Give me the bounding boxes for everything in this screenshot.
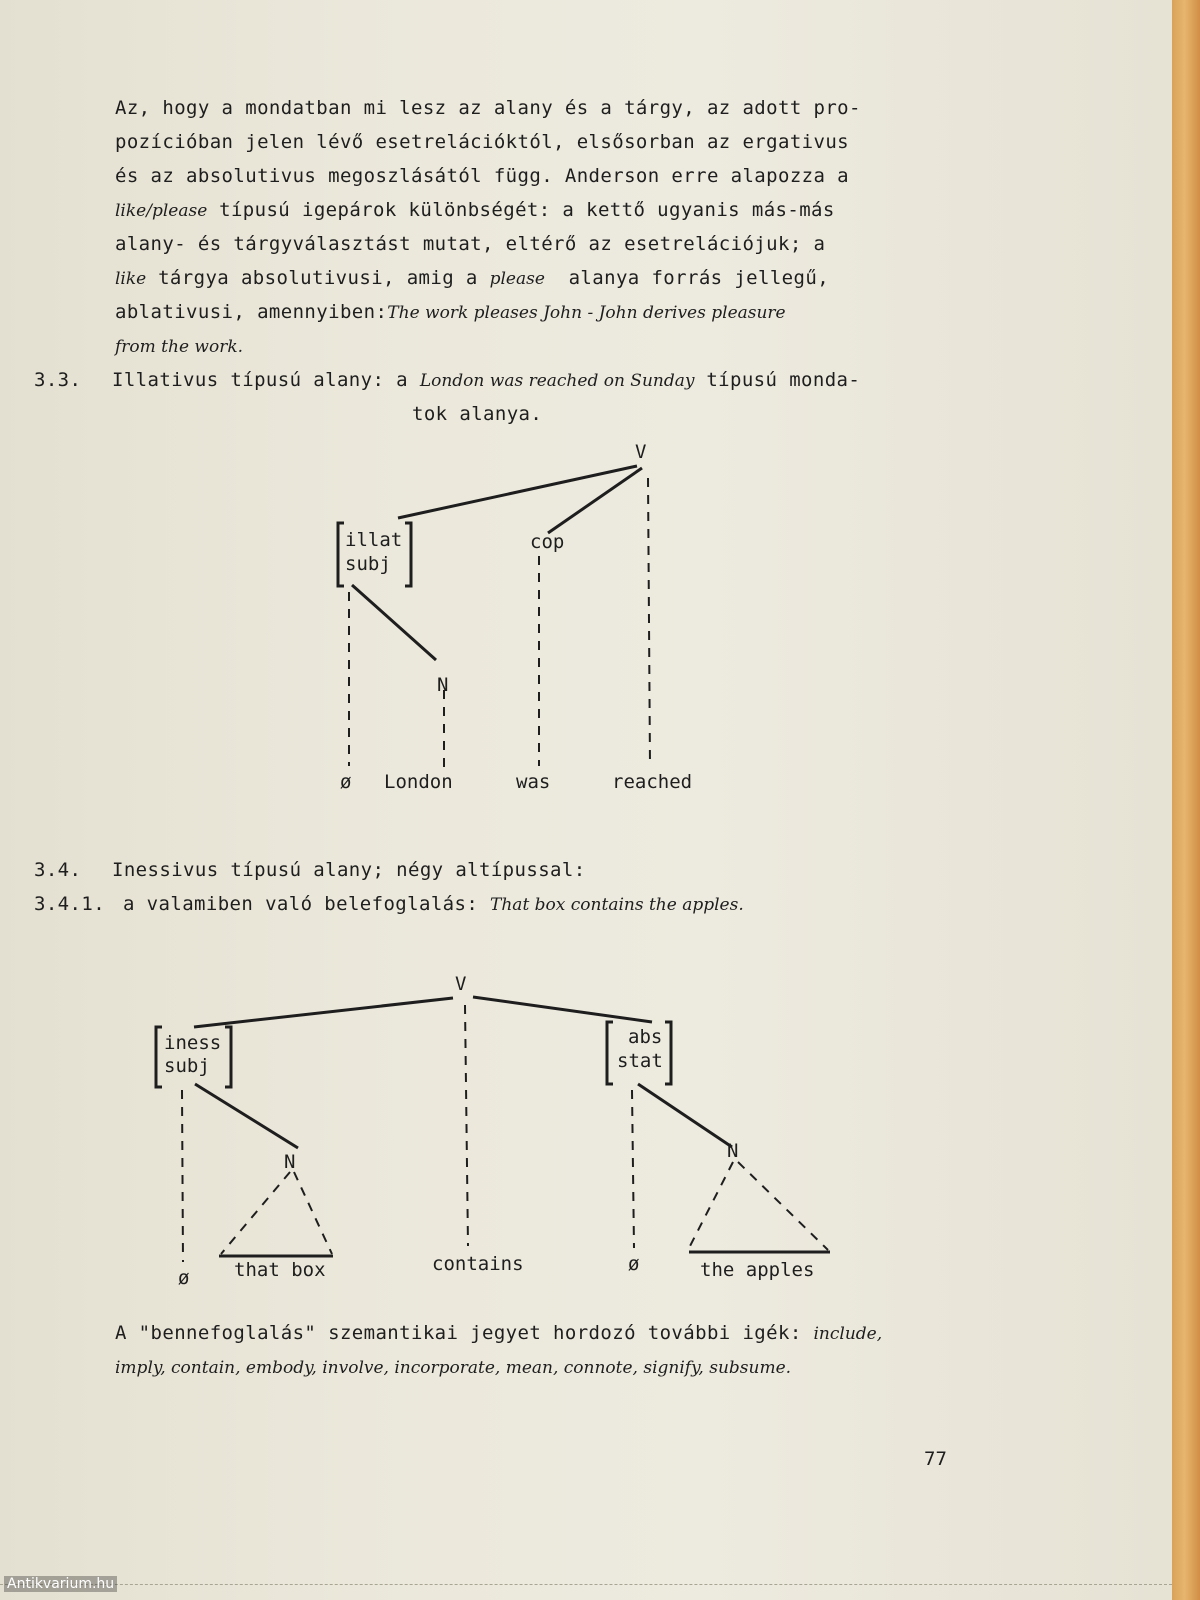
paragraph1-line1: Az, hogy a mondatban mi lesz az alany és a tárgy, az adott pro-	[115, 97, 861, 119]
term-like: like	[115, 269, 147, 289]
tree2-feature-iness: iness	[164, 1032, 222, 1054]
paragraph1-line5: alany- és tárgyválasztást mutat, eltérő az esetrelációjuk; a	[115, 233, 826, 255]
line6-rest: alanya forrás jellegű,	[544, 267, 830, 289]
tree1-leaf-reached: reached	[612, 771, 693, 793]
tree2-bracket-iness-right	[225, 1027, 231, 1087]
watermark: Antikvarium.hu	[4, 1576, 117, 1592]
line4-text: típusú igepárok különbségét: a kettő ugyanis más-más	[207, 199, 835, 221]
tree2-feature-stat: stat	[617, 1050, 663, 1072]
section-3-4-heading: Inessivus típusú alany; négy altípussal:	[112, 859, 586, 881]
tree2-n-left: N	[284, 1151, 296, 1173]
tree2-bracket-iness-left	[156, 1027, 162, 1087]
tree1-n: N	[437, 674, 449, 696]
tree2-leaf-zero-left: ø	[178, 1267, 190, 1289]
paragraph1-line2: pozícióban jelen lévő esetrelációktól, elsősorban az ergativus	[115, 131, 850, 153]
tree2-feature-subj: subj	[164, 1055, 210, 1077]
tree2-edge-v-abs	[473, 997, 652, 1022]
tree2-edge-abs-n	[638, 1084, 732, 1147]
tree2-n-right: N	[727, 1140, 739, 1162]
tree2-root: V	[455, 973, 467, 995]
paragraph2-text: A "bennefoglalás" szemantikai jegyet hordozó további igék:	[115, 1322, 814, 1344]
example-sentence: The work pleases John - John derives pleasure	[387, 303, 786, 323]
paragraph1-line3: és az absolutivus megoszlásától függ. Anderson erre alapozza a	[115, 165, 850, 187]
section-3-4-1-example: That box contains the apples.	[490, 895, 744, 915]
tree1-cop: cop	[530, 531, 565, 553]
paragraph2-line1	[115, 1322, 882, 1344]
term-please: please	[489, 269, 545, 289]
line6-text: tárgya absolutivusi, amig a	[146, 267, 490, 289]
verb-list: imply, contain, embody, involve, incorporate, mean, connote, signify, subsume.	[115, 1358, 792, 1378]
tree2-triangle-left-side1	[221, 1172, 290, 1254]
tree1-leaf-zero: ø	[340, 771, 352, 793]
page-number: 77	[924, 1448, 947, 1470]
example-sentence-end: from the work.	[115, 337, 244, 357]
tree2-dashed-iness-zero	[182, 1090, 183, 1262]
tree2-triangle-right-side1	[689, 1162, 733, 1248]
tree2-feature-abs: abs	[628, 1026, 663, 1048]
section-3-4-1-text: a valamiben való belefoglalás:	[123, 893, 491, 915]
section-3-3-text1: Illativus típusú alany: a	[112, 369, 420, 391]
tree1-leaf-was: was	[516, 771, 551, 793]
page-edge	[1172, 0, 1200, 1600]
term-like-please: like/please	[115, 201, 208, 221]
section-3-3-number: 3.3.	[34, 369, 82, 391]
tree2-triangle-right-side2	[738, 1162, 828, 1250]
section-3-3-text2: típusú monda-	[694, 369, 861, 391]
tree2-triangle-left-side2	[294, 1172, 332, 1254]
section-3-3-continuation: tok alanya.	[412, 403, 543, 425]
tree1-feature-illat: illat	[345, 529, 403, 551]
tree2-dashed-v-contains	[465, 1005, 468, 1246]
section-3-4-number: 3.4.	[34, 859, 82, 881]
paragraph2-line2	[115, 1356, 791, 1378]
page-bottom-rule	[0, 1584, 1172, 1585]
tree2-leaf-that-box: that box	[234, 1259, 326, 1281]
verb-include: include,	[813, 1324, 883, 1344]
tree2-leaf-contains: contains	[432, 1253, 524, 1275]
section-3-3-example: London was reached on Sunday	[419, 371, 695, 391]
tree1-feature-subj: subj	[345, 553, 391, 575]
section-3-4-1-number: 3.4.1.	[34, 893, 106, 915]
tree2-leaf-the-apples: the apples	[700, 1259, 815, 1281]
tree2-bracket-abs-left	[607, 1022, 613, 1084]
line7-text: ablativusi, amennyiben:	[115, 301, 388, 323]
tree2-dashed-abs-zero	[632, 1090, 634, 1248]
tree1-root: V	[635, 441, 647, 463]
tree2-edge-iness-n	[195, 1084, 298, 1148]
tree2-leaf-zero-right: ø	[628, 1253, 640, 1275]
tree1-leaf-london: London	[384, 771, 453, 793]
tree2-bracket-abs-right	[665, 1022, 671, 1084]
tree2-edge-v-iness	[194, 998, 453, 1027]
